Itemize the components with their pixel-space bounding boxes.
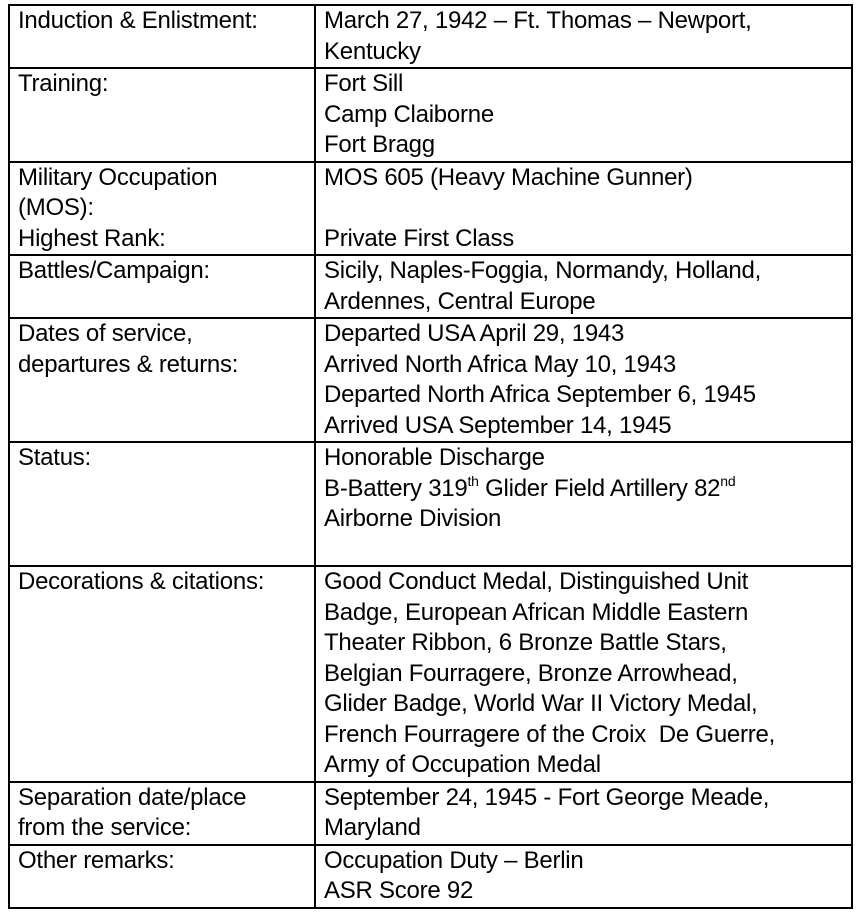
value-text: Theater Ribbon, 6 Bronze Battle Stars, xyxy=(324,629,727,656)
label-text: Decorations & citations: xyxy=(18,568,265,595)
label-text: Induction & Enlistment: xyxy=(18,7,258,34)
value-text: Kentucky xyxy=(324,37,421,65)
value-cell xyxy=(315,68,852,162)
label-cell xyxy=(9,782,315,845)
label-cell xyxy=(9,162,315,256)
label-text: Other remarks: xyxy=(18,846,175,874)
label-text: Separation date/place xyxy=(18,783,247,811)
value-text: French Fourragere of the Croix De Guerre, xyxy=(324,720,776,748)
label-cell xyxy=(9,442,315,566)
battery-text: B-Battery 319 xyxy=(324,474,468,502)
label-text: Military Occupation xyxy=(18,163,218,191)
value-cell xyxy=(315,318,852,442)
value-cell xyxy=(315,782,852,845)
value-text: Maryland xyxy=(324,814,421,841)
label-cell xyxy=(9,845,315,908)
value-text: Honorable Discharge xyxy=(324,444,545,471)
value-text: Camp Claiborne xyxy=(324,100,494,128)
table-row-separation xyxy=(9,782,852,845)
table-row-status xyxy=(9,442,852,566)
unit-line xyxy=(324,474,847,505)
label-cell xyxy=(9,318,315,442)
table-row-decorations xyxy=(9,566,852,782)
value-text: Fort Sill xyxy=(324,70,404,97)
value-text: Glider Badge, World War II Victory Medal, xyxy=(324,690,758,717)
value-text: Arrived North Africa May 10, 1943 xyxy=(324,350,676,378)
value-text: Sicily, Naples-Foggia, Normandy, Holland, xyxy=(324,257,762,284)
label-text: Dates of service, xyxy=(18,320,193,347)
table-row-mos xyxy=(9,162,852,256)
value-spacer xyxy=(324,193,847,224)
value-text: Badge, European African Middle Eastern xyxy=(324,598,749,626)
value-text: September 24, 1945 - Fort George Meade, xyxy=(324,783,770,811)
label-text: departures & returns: xyxy=(18,350,239,378)
table-row-dates xyxy=(9,318,852,442)
ordinal-suffix: nd xyxy=(720,472,736,489)
table-row-battles xyxy=(9,255,852,318)
value-cell xyxy=(315,5,852,68)
ordinal-suffix: th xyxy=(467,472,479,489)
value-text: Departed North Africa September 6, 1945 xyxy=(324,381,756,408)
service-record-table xyxy=(8,4,853,909)
value-text: Departed USA April 29, 1943 xyxy=(324,320,625,347)
value-text: MOS 605 (Heavy Machine Gunner) xyxy=(324,163,693,191)
label-cell xyxy=(9,255,315,318)
label-text: Highest Rank: xyxy=(18,224,166,252)
value-cell xyxy=(315,162,852,256)
value-text: ASR Score 92 xyxy=(324,877,474,904)
table-row-induction xyxy=(9,5,852,68)
value-text: Fort Bragg xyxy=(324,131,435,158)
value-text: Belgian Fourragere, Bronze Arrowhead, xyxy=(324,659,738,687)
value-text: Good Conduct Medal, Distinguished Unit xyxy=(324,568,749,595)
label-text: Status: xyxy=(18,444,91,471)
value-text: Army of Occupation Medal xyxy=(324,751,601,778)
table-row-training xyxy=(9,68,852,162)
label-cell xyxy=(9,68,315,162)
label-text: Training: xyxy=(18,70,109,97)
value-text: Ardennes, Central Europe xyxy=(324,287,596,315)
value-cell xyxy=(315,255,852,318)
value-text: Airborne Division xyxy=(324,505,502,532)
regiment-text: Glider Field Artillery 82 xyxy=(478,474,721,502)
table-row-remarks xyxy=(9,845,852,908)
value-text: Occupation Duty – Berlin xyxy=(324,846,584,874)
value-text: March 27, 1942 – Ft. Thomas – Newport, xyxy=(324,7,752,34)
label-text: Battles/Campaign: xyxy=(18,257,210,284)
value-spacer xyxy=(324,535,847,566)
label-text: from the service: xyxy=(18,814,192,841)
value-cell xyxy=(315,566,852,782)
label-cell xyxy=(9,566,315,782)
value-cell xyxy=(315,442,852,566)
label-cell xyxy=(9,5,315,68)
value-text: Arrived USA September 14, 1945 xyxy=(324,411,672,439)
value-text: Private First Class xyxy=(324,224,514,252)
value-cell xyxy=(315,845,852,908)
label-text: (MOS): xyxy=(18,194,94,221)
